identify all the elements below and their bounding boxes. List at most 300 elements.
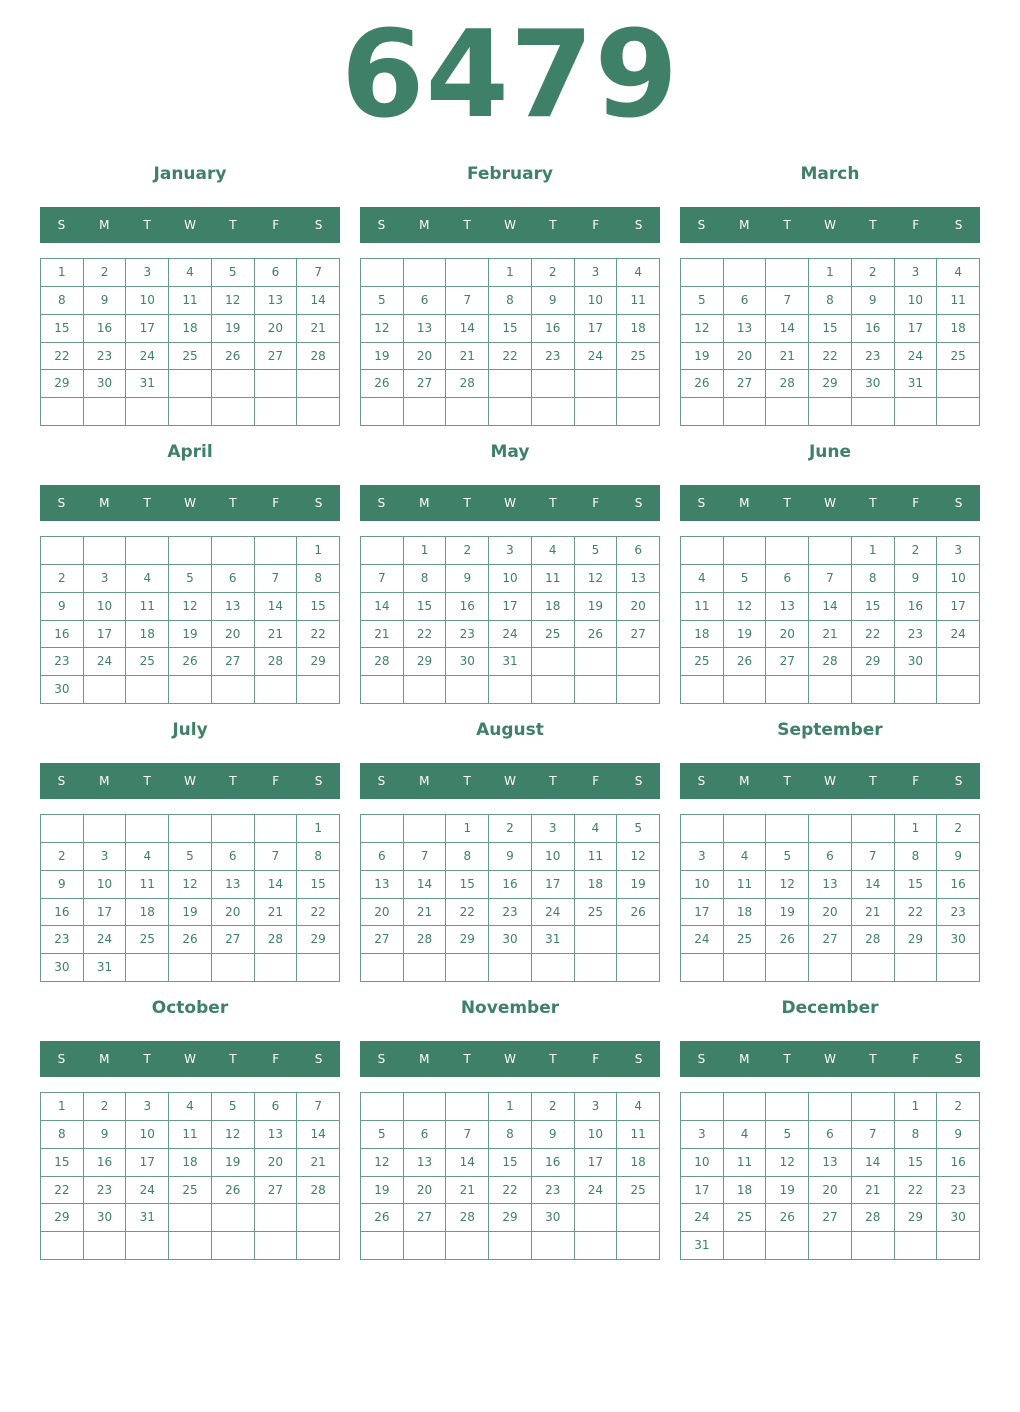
day-cell: 28 [446,370,489,398]
empty-day-cell [617,926,660,954]
empty-day-cell [724,1093,767,1121]
empty-day-cell [84,676,127,704]
month-name: August [476,720,544,740]
weekday-label: T [549,218,557,232]
day-cell: 30 [895,648,938,676]
day-cell: 15 [297,593,340,621]
day-grid [40,1092,340,1260]
empty-day-cell [126,954,169,982]
weekday-label: W [824,496,836,510]
empty-day-cell [617,398,660,426]
day-cell: 1 [809,259,852,287]
day-cell: 3 [126,259,169,287]
weekday-label: T [783,1052,791,1066]
weekday-label: T [783,774,791,788]
day-cell: 12 [169,593,212,621]
day-cell: 15 [489,1149,532,1177]
empty-day-cell [809,676,852,704]
day-grid [680,814,980,982]
day-cell: 3 [937,537,980,565]
weekday-label: S [57,218,66,232]
day-cell: 3 [489,537,532,565]
empty-day-cell [937,370,980,398]
day-cell: 28 [297,343,340,371]
day-cell: 31 [895,370,938,398]
empty-day-cell [724,954,767,982]
empty-day-cell [532,1232,575,1260]
day-cell: 18 [617,1149,660,1177]
weekday-label: T [783,496,791,510]
empty-day-cell [489,370,532,398]
day-cell: 26 [212,343,255,371]
empty-day-cell [255,954,298,982]
day-cell: 9 [84,287,127,315]
empty-day-cell [681,954,724,982]
empty-day-cell [852,1232,895,1260]
weekday-label: F [592,496,600,510]
empty-day-cell [575,370,618,398]
month-name: November [460,998,560,1018]
day-cell: 14 [852,871,895,899]
day-cell: 18 [575,871,618,899]
day-cell: 15 [41,315,84,343]
weekday-label: T [463,496,471,510]
day-cell: 18 [724,1177,767,1205]
day-cell: 1 [404,537,447,565]
day-cell: 13 [724,315,767,343]
day-cell: 11 [169,1121,212,1149]
day-cell: 30 [41,676,84,704]
day-cell: 27 [766,648,809,676]
day-cell: 3 [575,259,618,287]
day-cell: 23 [937,1177,980,1205]
empty-day-cell [297,398,340,426]
weekday-label: S [634,496,643,510]
day-cell: 3 [532,815,575,843]
day-cell: 7 [255,843,298,871]
day-cell: 24 [126,1177,169,1205]
day-cell: 23 [84,1177,127,1205]
day-cell: 25 [126,648,169,676]
day-cell: 29 [297,926,340,954]
day-cell: 4 [724,1121,767,1149]
day-cell: 9 [84,1121,127,1149]
weekday-label: S [634,1052,643,1066]
empty-day-cell [126,815,169,843]
day-cell: 26 [766,1204,809,1232]
weekday-label: S [697,1052,706,1066]
month-january [40,158,340,436]
day-cell: 8 [297,843,340,871]
day-cell: 11 [617,287,660,315]
months-grid [40,158,980,1270]
day-cell: 18 [126,621,169,649]
empty-day-cell [446,1232,489,1260]
year-title: 6479 [341,6,679,145]
day-cell: 21 [809,621,852,649]
day-cell: 3 [575,1093,618,1121]
day-cell: 16 [852,315,895,343]
empty-day-cell [809,537,852,565]
weekday-label: T [549,1052,557,1066]
day-cell: 20 [404,1177,447,1205]
empty-day-cell [724,259,767,287]
day-cell: 5 [212,259,255,287]
empty-day-cell [404,954,447,982]
day-cell: 7 [446,1121,489,1149]
empty-day-cell [361,815,404,843]
day-cell: 28 [852,926,895,954]
day-cell: 7 [766,287,809,315]
day-cell: 13 [212,871,255,899]
day-cell: 14 [852,1149,895,1177]
day-grid [680,1092,980,1260]
day-cell: 10 [681,1149,724,1177]
month-november [360,992,660,1270]
weekday-label: M [99,774,110,788]
day-cell: 19 [169,621,212,649]
day-cell: 19 [766,899,809,927]
weekday-label: S [377,218,386,232]
day-cell: 26 [169,648,212,676]
day-cell: 16 [937,1149,980,1177]
day-cell: 5 [169,565,212,593]
weekday-label: S [314,774,323,788]
day-cell: 27 [809,1204,852,1232]
empty-day-cell [852,676,895,704]
day-cell: 4 [126,843,169,871]
day-cell: 20 [404,343,447,371]
day-cell: 19 [681,343,724,371]
day-cell: 27 [212,648,255,676]
weekday-header [680,485,980,521]
day-cell: 29 [41,370,84,398]
day-cell: 26 [617,899,660,927]
day-cell: 17 [489,593,532,621]
empty-day-cell [532,370,575,398]
day-cell: 7 [852,843,895,871]
weekday-label: W [184,774,196,788]
month-july [40,714,340,992]
day-cell: 27 [361,926,404,954]
day-cell: 2 [41,843,84,871]
weekday-label: W [504,496,516,510]
month-name: December [781,998,879,1018]
day-cell: 17 [84,899,127,927]
day-cell: 24 [489,621,532,649]
day-cell: 25 [126,926,169,954]
day-cell: 21 [446,1177,489,1205]
day-cell: 17 [84,621,127,649]
month-may [360,436,660,714]
empty-day-cell [575,676,618,704]
empty-day-cell [489,398,532,426]
empty-day-cell [41,1232,84,1260]
day-cell: 28 [809,648,852,676]
day-cell: 27 [255,343,298,371]
day-cell: 2 [84,1093,127,1121]
day-cell: 11 [724,1149,767,1177]
day-grid [360,258,660,426]
day-cell: 20 [766,621,809,649]
weekday-label: F [272,496,280,510]
empty-day-cell [809,815,852,843]
day-cell: 23 [937,899,980,927]
day-cell: 29 [297,648,340,676]
day-cell: 10 [575,1121,618,1149]
day-cell: 27 [255,1177,298,1205]
day-cell: 6 [404,1121,447,1149]
day-cell: 6 [404,287,447,315]
empty-day-cell [489,676,532,704]
empty-day-cell [446,398,489,426]
day-cell: 28 [255,926,298,954]
day-cell: 28 [297,1177,340,1205]
day-cell: 6 [255,259,298,287]
empty-day-cell [446,1093,489,1121]
day-cell: 8 [297,565,340,593]
weekday-label: S [57,496,66,510]
weekday-label: S [377,496,386,510]
day-cell: 14 [404,871,447,899]
day-cell: 30 [852,370,895,398]
day-cell: 7 [446,287,489,315]
day-cell: 20 [724,343,767,371]
day-cell: 26 [361,370,404,398]
day-cell: 21 [255,899,298,927]
day-cell: 6 [212,843,255,871]
day-cell: 9 [446,565,489,593]
day-cell: 26 [724,648,767,676]
empty-day-cell [575,648,618,676]
day-cell: 9 [41,593,84,621]
weekday-label: T [229,496,237,510]
day-cell: 28 [766,370,809,398]
month-name: October [151,998,229,1018]
day-cell: 23 [532,1177,575,1205]
day-grid [360,1092,660,1260]
empty-day-cell [212,954,255,982]
month-name: July [172,720,208,740]
empty-day-cell [169,1232,212,1260]
day-cell: 9 [532,287,575,315]
empty-day-cell [681,537,724,565]
empty-day-cell [681,259,724,287]
day-cell: 14 [297,287,340,315]
empty-day-cell [766,676,809,704]
empty-day-cell [404,815,447,843]
day-cell: 12 [361,1149,404,1177]
day-cell: 29 [41,1204,84,1232]
day-cell: 3 [84,843,127,871]
weekday-label: S [314,218,323,232]
day-cell: 14 [255,871,298,899]
day-cell: 21 [446,343,489,371]
day-cell: 27 [617,621,660,649]
day-cell: 1 [41,259,84,287]
weekday-label: T [869,1052,877,1066]
empty-day-cell [84,1232,127,1260]
day-cell: 4 [575,815,618,843]
empty-day-cell [41,398,84,426]
empty-day-cell [169,370,212,398]
day-cell: 5 [361,287,404,315]
day-cell: 17 [575,315,618,343]
weekday-label: M [419,774,430,788]
weekday-label: S [377,774,386,788]
weekday-label: S [954,218,963,232]
day-cell: 4 [532,537,575,565]
day-cell: 11 [169,287,212,315]
day-cell: 9 [852,287,895,315]
day-cell: 22 [895,1177,938,1205]
weekday-label: T [463,774,471,788]
empty-day-cell [937,398,980,426]
day-cell: 2 [446,537,489,565]
day-cell: 15 [895,1149,938,1177]
day-cell: 18 [681,621,724,649]
day-cell: 18 [532,593,575,621]
day-cell: 22 [41,343,84,371]
empty-day-cell [255,1232,298,1260]
day-cell: 20 [361,899,404,927]
day-cell: 19 [724,621,767,649]
day-cell: 12 [169,871,212,899]
empty-day-cell [84,537,127,565]
day-grid [40,814,340,982]
month-august [360,714,660,992]
day-cell: 21 [297,315,340,343]
weekday-label: W [184,496,196,510]
day-cell: 2 [937,815,980,843]
day-cell: 20 [212,899,255,927]
day-cell: 7 [255,565,298,593]
day-cell: 6 [617,537,660,565]
weekday-label: F [912,1052,920,1066]
day-cell: 16 [937,871,980,899]
empty-day-cell [361,537,404,565]
day-cell: 25 [575,899,618,927]
day-cell: 22 [297,899,340,927]
day-cell: 5 [212,1093,255,1121]
day-cell: 17 [895,315,938,343]
empty-day-cell [361,398,404,426]
weekday-label: F [272,774,280,788]
day-cell: 14 [361,593,404,621]
day-cell: 2 [852,259,895,287]
day-cell: 9 [937,843,980,871]
day-cell: 12 [361,315,404,343]
day-cell: 27 [404,1204,447,1232]
day-cell: 6 [809,843,852,871]
day-cell: 1 [895,815,938,843]
empty-day-cell [809,1232,852,1260]
day-cell: 2 [489,815,532,843]
day-cell: 15 [404,593,447,621]
month-name: June [808,442,852,462]
day-cell: 26 [575,621,618,649]
empty-day-cell [766,259,809,287]
day-cell: 8 [446,843,489,871]
day-cell: 20 [617,593,660,621]
weekday-label: S [634,218,643,232]
day-cell: 3 [681,843,724,871]
day-cell: 23 [84,343,127,371]
day-cell: 9 [937,1121,980,1149]
weekday-header [40,763,340,799]
day-cell: 18 [126,899,169,927]
weekday-label: W [504,1052,516,1066]
day-cell: 27 [724,370,767,398]
day-cell: 4 [937,259,980,287]
day-cell: 25 [617,1177,660,1205]
day-cell: 13 [766,593,809,621]
day-cell: 13 [404,315,447,343]
weekday-header [40,485,340,521]
day-cell: 25 [169,343,212,371]
day-cell: 25 [532,621,575,649]
day-cell: 1 [489,259,532,287]
empty-day-cell [724,1232,767,1260]
weekday-label: T [143,218,151,232]
day-cell: 5 [681,287,724,315]
day-cell: 8 [489,287,532,315]
weekday-label: F [592,1052,600,1066]
day-cell: 17 [681,899,724,927]
day-cell: 13 [404,1149,447,1177]
empty-day-cell [617,648,660,676]
empty-day-cell [212,537,255,565]
month-april [40,436,340,714]
empty-day-cell [895,1232,938,1260]
day-cell: 14 [446,315,489,343]
empty-day-cell [852,1093,895,1121]
day-cell: 5 [575,537,618,565]
month-march [680,158,980,436]
empty-day-cell [212,676,255,704]
day-cell: 6 [809,1121,852,1149]
weekday-label: F [592,218,600,232]
day-cell: 19 [212,1149,255,1177]
day-cell: 19 [766,1177,809,1205]
weekday-label: M [99,218,110,232]
weekday-label: W [504,774,516,788]
day-cell: 16 [446,593,489,621]
day-cell: 24 [84,648,127,676]
day-cell: 23 [852,343,895,371]
empty-day-cell [297,370,340,398]
day-cell: 2 [895,537,938,565]
empty-day-cell [212,370,255,398]
day-cell: 20 [255,315,298,343]
day-cell: 29 [404,648,447,676]
day-cell: 28 [255,648,298,676]
day-cell: 24 [575,1177,618,1205]
day-cell: 3 [126,1093,169,1121]
day-cell: 8 [852,565,895,593]
weekday-label: M [99,496,110,510]
day-cell: 19 [361,1177,404,1205]
day-cell: 18 [724,899,767,927]
empty-day-cell [169,954,212,982]
day-cell: 14 [809,593,852,621]
day-cell: 16 [41,621,84,649]
empty-day-cell [681,676,724,704]
empty-day-cell [212,1232,255,1260]
day-cell: 25 [617,343,660,371]
empty-day-cell [446,954,489,982]
day-cell: 8 [895,1121,938,1149]
